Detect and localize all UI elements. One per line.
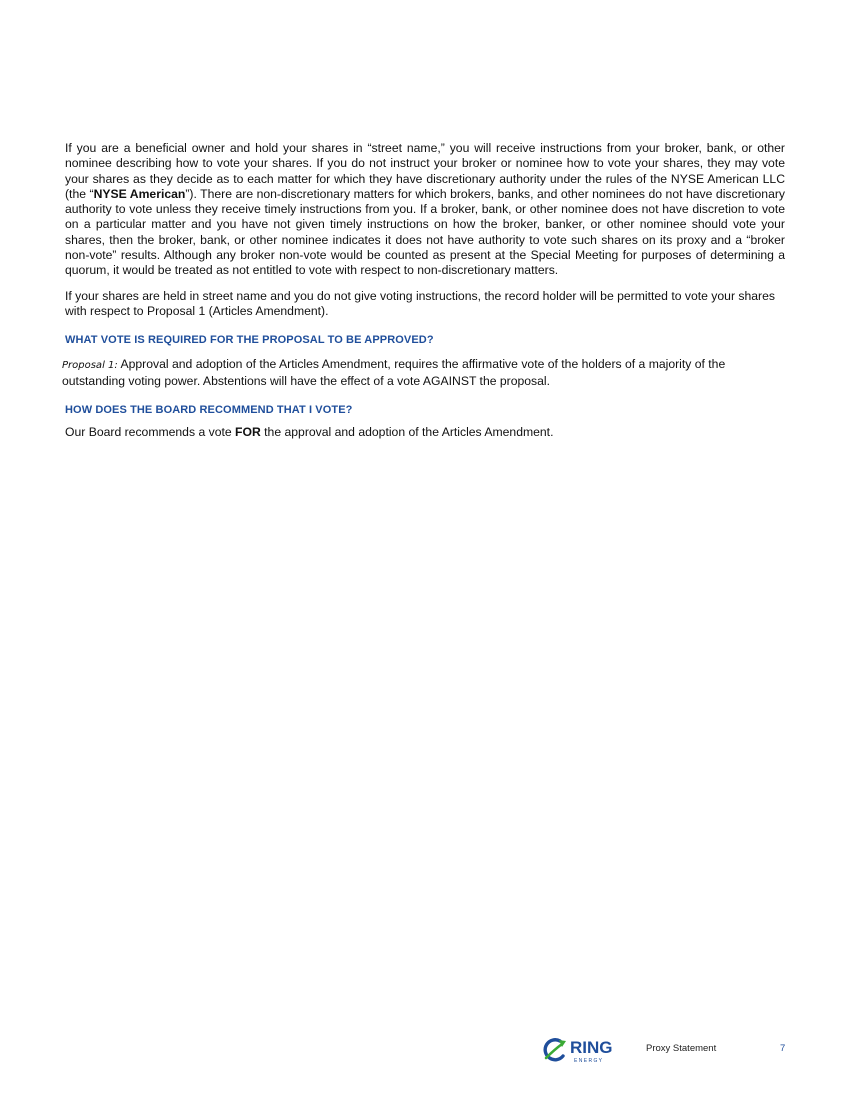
ring-energy-logo — [540, 1036, 626, 1064]
proposal-label: Proposal 1: — [62, 360, 118, 372]
paragraph-text: ”). There are non-discretionary matters for which brokers, banks, and other nominees do not have discretionary authority to vote unless they receive timely instructions from you. If a broker, bank, or other nominee does not have discretion to vote on a particular matter and you have not given timely instructions on how the broker, banker, or other nominee should vote your shares, then the broker, bank, or other nominee indicates it does not have authority to vote such shares on its proxy and a “broker non-vote” results. Although any broker non-vote would be counted as present at the Special Meeting for purposes of determining a quorum, it would be treated as not entitled to vote with respect to non-discretionary matters. — [65, 186, 786, 278]
board-recommendation-paragraph — [65, 425, 785, 440]
board-recommend-heading: HOW DOES THE BOARD RECOMMEND THAT I VOTE? — [65, 403, 353, 416]
page-content — [62, 141, 786, 440]
vote-required-heading: WHAT VOTE IS REQUIRED FOR THE PROPOSAL TO BE APPROVED? — [65, 334, 434, 347]
paragraph-text: If you are a beneficial owner and hold your shares in “street name,” you will receive instructions from your broker, bank, or other nominee describing how to vote your shares. If you do not instruct your broker or nominee how to vote your shares, they may vote your shares as they decide as to each matter for which they have discretionary authority under the rules of the NYSE American LLC (the “ — [65, 141, 785, 201]
logo-word: RING — [570, 1038, 613, 1057]
proposal-text: Approval and adoption of the Articles Amendment, requires the affirmative vote of the holders of a majority of the outstanding voting power. Abstentions will have the effect of a vote AGAINST the proposal. — [62, 357, 726, 388]
street-name-paragraph: If your shares are held in street name and you do not give voting instructions, the record holder will be permitted to vote your shares with respect to Proposal 1 (Articles Amendment). — [65, 288, 775, 318]
recommendation-for: FOR — [235, 424, 261, 439]
footer-document-title: Proxy Statement — [646, 1043, 717, 1054]
page-footer — [540, 1036, 790, 1066]
proposal-1-paragraph — [62, 357, 785, 389]
recommendation-text: the approval and adoption of the Articles Amendment. — [260, 424, 554, 439]
nyse-american-term: NYSE American — [93, 186, 186, 201]
beneficial-owner-paragraph — [65, 141, 785, 279]
recommendation-text: Our Board recommends a vote — [65, 424, 236, 439]
ring-energy-logo-mark — [540, 1036, 626, 1064]
logo-subword: E N E R G Y — [574, 1058, 602, 1064]
page-number: 7 — [780, 1043, 786, 1054]
